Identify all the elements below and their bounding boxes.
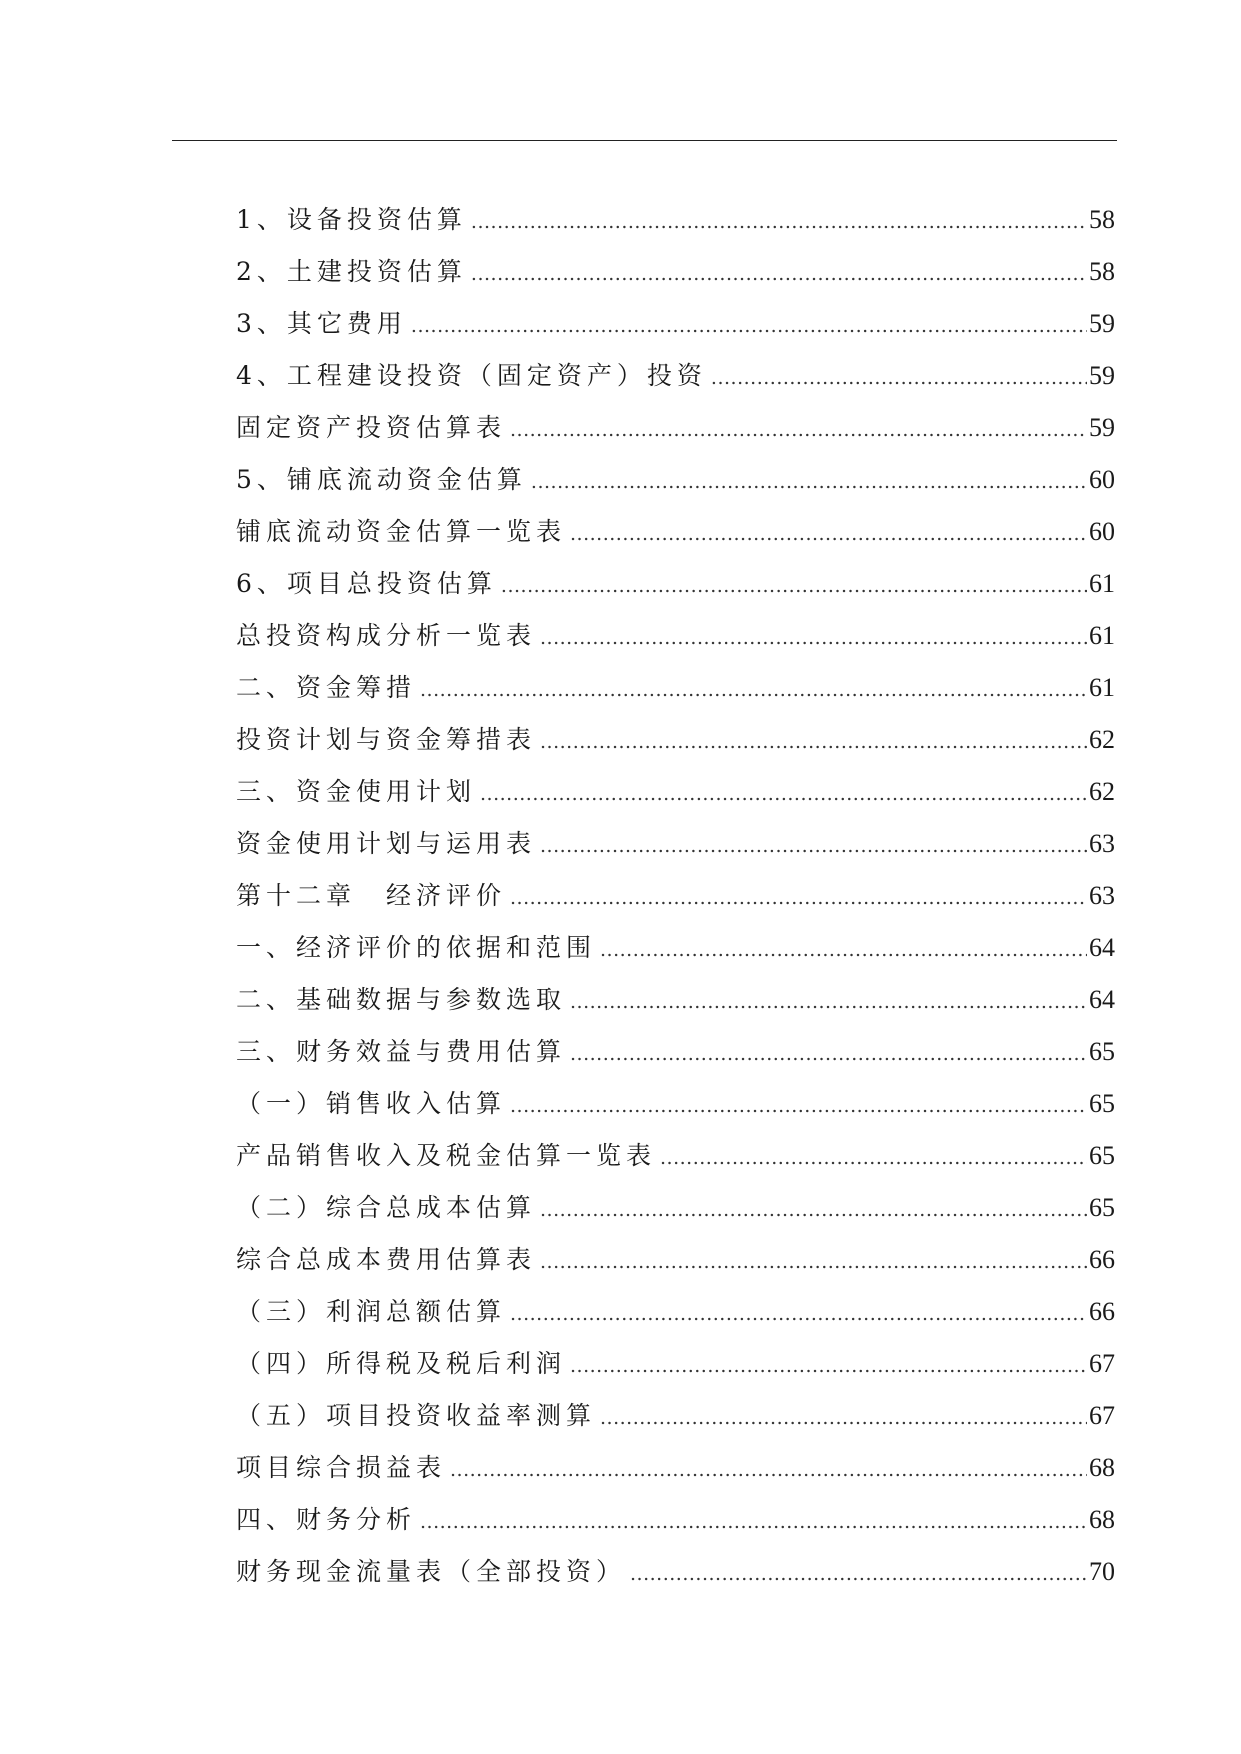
toc-dot-leader [471,196,1087,248]
toc-dot-leader [471,248,1087,300]
toc-entry[interactable] [236,610,1115,662]
toc-entry[interactable] [236,922,1115,974]
toc-page-number: 59 [1089,413,1115,442]
toc-entry-title: （一）销售收入估算 [236,1089,507,1118]
toc-entry[interactable] [236,818,1115,870]
toc-entry[interactable] [236,350,1115,402]
toc-dot-leader [660,1132,1087,1184]
toc-entry-title: （三）利润总额估算 [236,1297,507,1326]
toc-page-number: 68 [1089,1505,1115,1534]
toc-dot-leader [600,1392,1087,1444]
toc-entry[interactable] [236,714,1115,766]
toc-entry[interactable] [236,1234,1115,1286]
toc-dot-leader [600,924,1087,976]
toc-dot-leader [540,1236,1087,1288]
toc-dot-leader [510,1288,1087,1340]
toc-dot-leader [531,456,1087,508]
toc-entry[interactable] [236,246,1115,298]
toc-entry[interactable] [236,974,1115,1026]
toc-dot-leader [420,664,1087,716]
toc-entry-title: 三、财务效益与费用估算 [236,1037,567,1066]
toc-page-number: 70 [1089,1557,1115,1586]
toc-page-number: 63 [1089,829,1115,858]
toc-page-number: 66 [1089,1297,1115,1326]
toc-page-number: 64 [1089,985,1115,1014]
toc-dot-leader [420,1496,1087,1548]
toc-dot-leader [510,404,1087,456]
toc-entry-title: 5、铺底流动资金估算 [236,465,527,494]
toc-dot-leader [570,508,1087,560]
toc-page-number: 59 [1089,309,1115,338]
toc-entry[interactable] [236,298,1115,350]
toc-entry-title: 二、基础数据与参数选取 [236,985,567,1014]
toc-entry-title: （二）综合总成本估算 [236,1193,537,1222]
toc-page-number: 63 [1089,881,1115,910]
toc-dot-leader [450,1444,1087,1496]
toc-dot-leader [570,1340,1087,1392]
toc-dot-leader [411,300,1087,352]
toc-entry-title: 铺底流动资金估算一览表 [236,517,567,546]
toc-entry-title: 三、资金使用计划 [236,777,477,806]
toc-page-number: 61 [1089,569,1115,598]
toc-dot-leader [630,1548,1087,1600]
toc-page-number: 59 [1089,361,1115,390]
toc-page-number: 62 [1089,777,1115,806]
toc-entry-title: 资金使用计划与运用表 [236,829,537,858]
toc-entry[interactable] [236,662,1115,714]
toc-entry[interactable] [236,1026,1115,1078]
toc-dot-leader [510,872,1087,924]
toc-dot-leader [540,1184,1087,1236]
toc-entry-title: 项目综合损益表 [236,1453,447,1482]
toc-entry-title: 产品销售收入及税金估算一览表 [236,1141,657,1170]
toc-page-number: 60 [1089,517,1115,546]
toc-entry-title: 综合总成本费用估算表 [236,1245,537,1274]
toc-dot-leader [501,560,1087,612]
toc-page-number: 64 [1089,933,1115,962]
toc-entry-title: 1、设备投资估算 [236,205,467,234]
toc-dot-leader [480,768,1087,820]
toc-page-number: 66 [1089,1245,1115,1274]
toc-page-number: 61 [1089,673,1115,702]
toc-page-number: 58 [1089,205,1115,234]
toc-entry[interactable] [236,1338,1115,1390]
toc-page-number: 58 [1089,257,1115,286]
toc-entry-title: 3、其它费用 [236,309,407,338]
toc-page-number: 67 [1089,1401,1115,1430]
toc-page-number: 67 [1089,1349,1115,1378]
toc-entry[interactable] [236,1494,1115,1546]
header-rule [172,140,1117,141]
toc-entry-title: 四、财务分析 [236,1505,417,1534]
toc-entry[interactable] [236,506,1115,558]
toc-dot-leader [540,820,1087,872]
toc-dot-leader [540,612,1087,664]
toc-entry-title: （四）所得税及税后利润 [236,1349,567,1378]
toc-page-number: 65 [1089,1089,1115,1118]
toc-entry[interactable] [236,402,1115,454]
toc-entry-title: （五）项目投资收益率测算 [236,1401,597,1430]
toc-entry[interactable] [236,766,1115,818]
toc-page-number: 65 [1089,1141,1115,1170]
toc-page-number: 68 [1089,1453,1115,1482]
toc-dot-leader [510,1080,1087,1132]
toc-dot-leader [540,716,1087,768]
toc-page-number: 62 [1089,725,1115,754]
toc-entry[interactable] [236,454,1115,506]
toc-entry[interactable] [236,1286,1115,1338]
toc-entry[interactable] [236,558,1115,610]
toc-entry-title: 总投资构成分析一览表 [236,621,537,650]
toc-entry[interactable] [236,870,1115,922]
toc-entry-title: 4、工程建设投资（固定资产）投资 [236,361,707,390]
toc-dot-leader [711,352,1087,404]
toc-entry[interactable] [236,1390,1115,1442]
toc-entry[interactable] [236,194,1115,246]
toc-entry-title: 固定资产投资估算表 [236,413,507,442]
table-of-contents [236,194,1115,1598]
toc-entry-title: 二、资金筹措 [236,673,417,702]
toc-dot-leader [570,976,1087,1028]
toc-page-number: 60 [1089,465,1115,494]
toc-entry[interactable] [236,1130,1115,1182]
toc-entry-title: 2、土建投资估算 [236,257,467,286]
toc-page-number: 65 [1089,1037,1115,1066]
toc-entry[interactable] [236,1546,1115,1598]
toc-entry-title: 财务现金流量表（全部投资） [236,1557,627,1586]
toc-page-number: 61 [1089,621,1115,650]
toc-entry-title: 投资计划与资金筹措表 [236,725,537,754]
toc-entry[interactable] [236,1078,1115,1130]
toc-page-number: 65 [1089,1193,1115,1222]
toc-entry-title: 6、项目总投资估算 [236,569,497,598]
toc-entry[interactable] [236,1442,1115,1494]
toc-entry-title: 一、经济评价的依据和范围 [236,933,597,962]
toc-entry[interactable] [236,1182,1115,1234]
toc-dot-leader [570,1028,1087,1080]
toc-entry-title: 第十二章 经济评价 [236,881,507,910]
